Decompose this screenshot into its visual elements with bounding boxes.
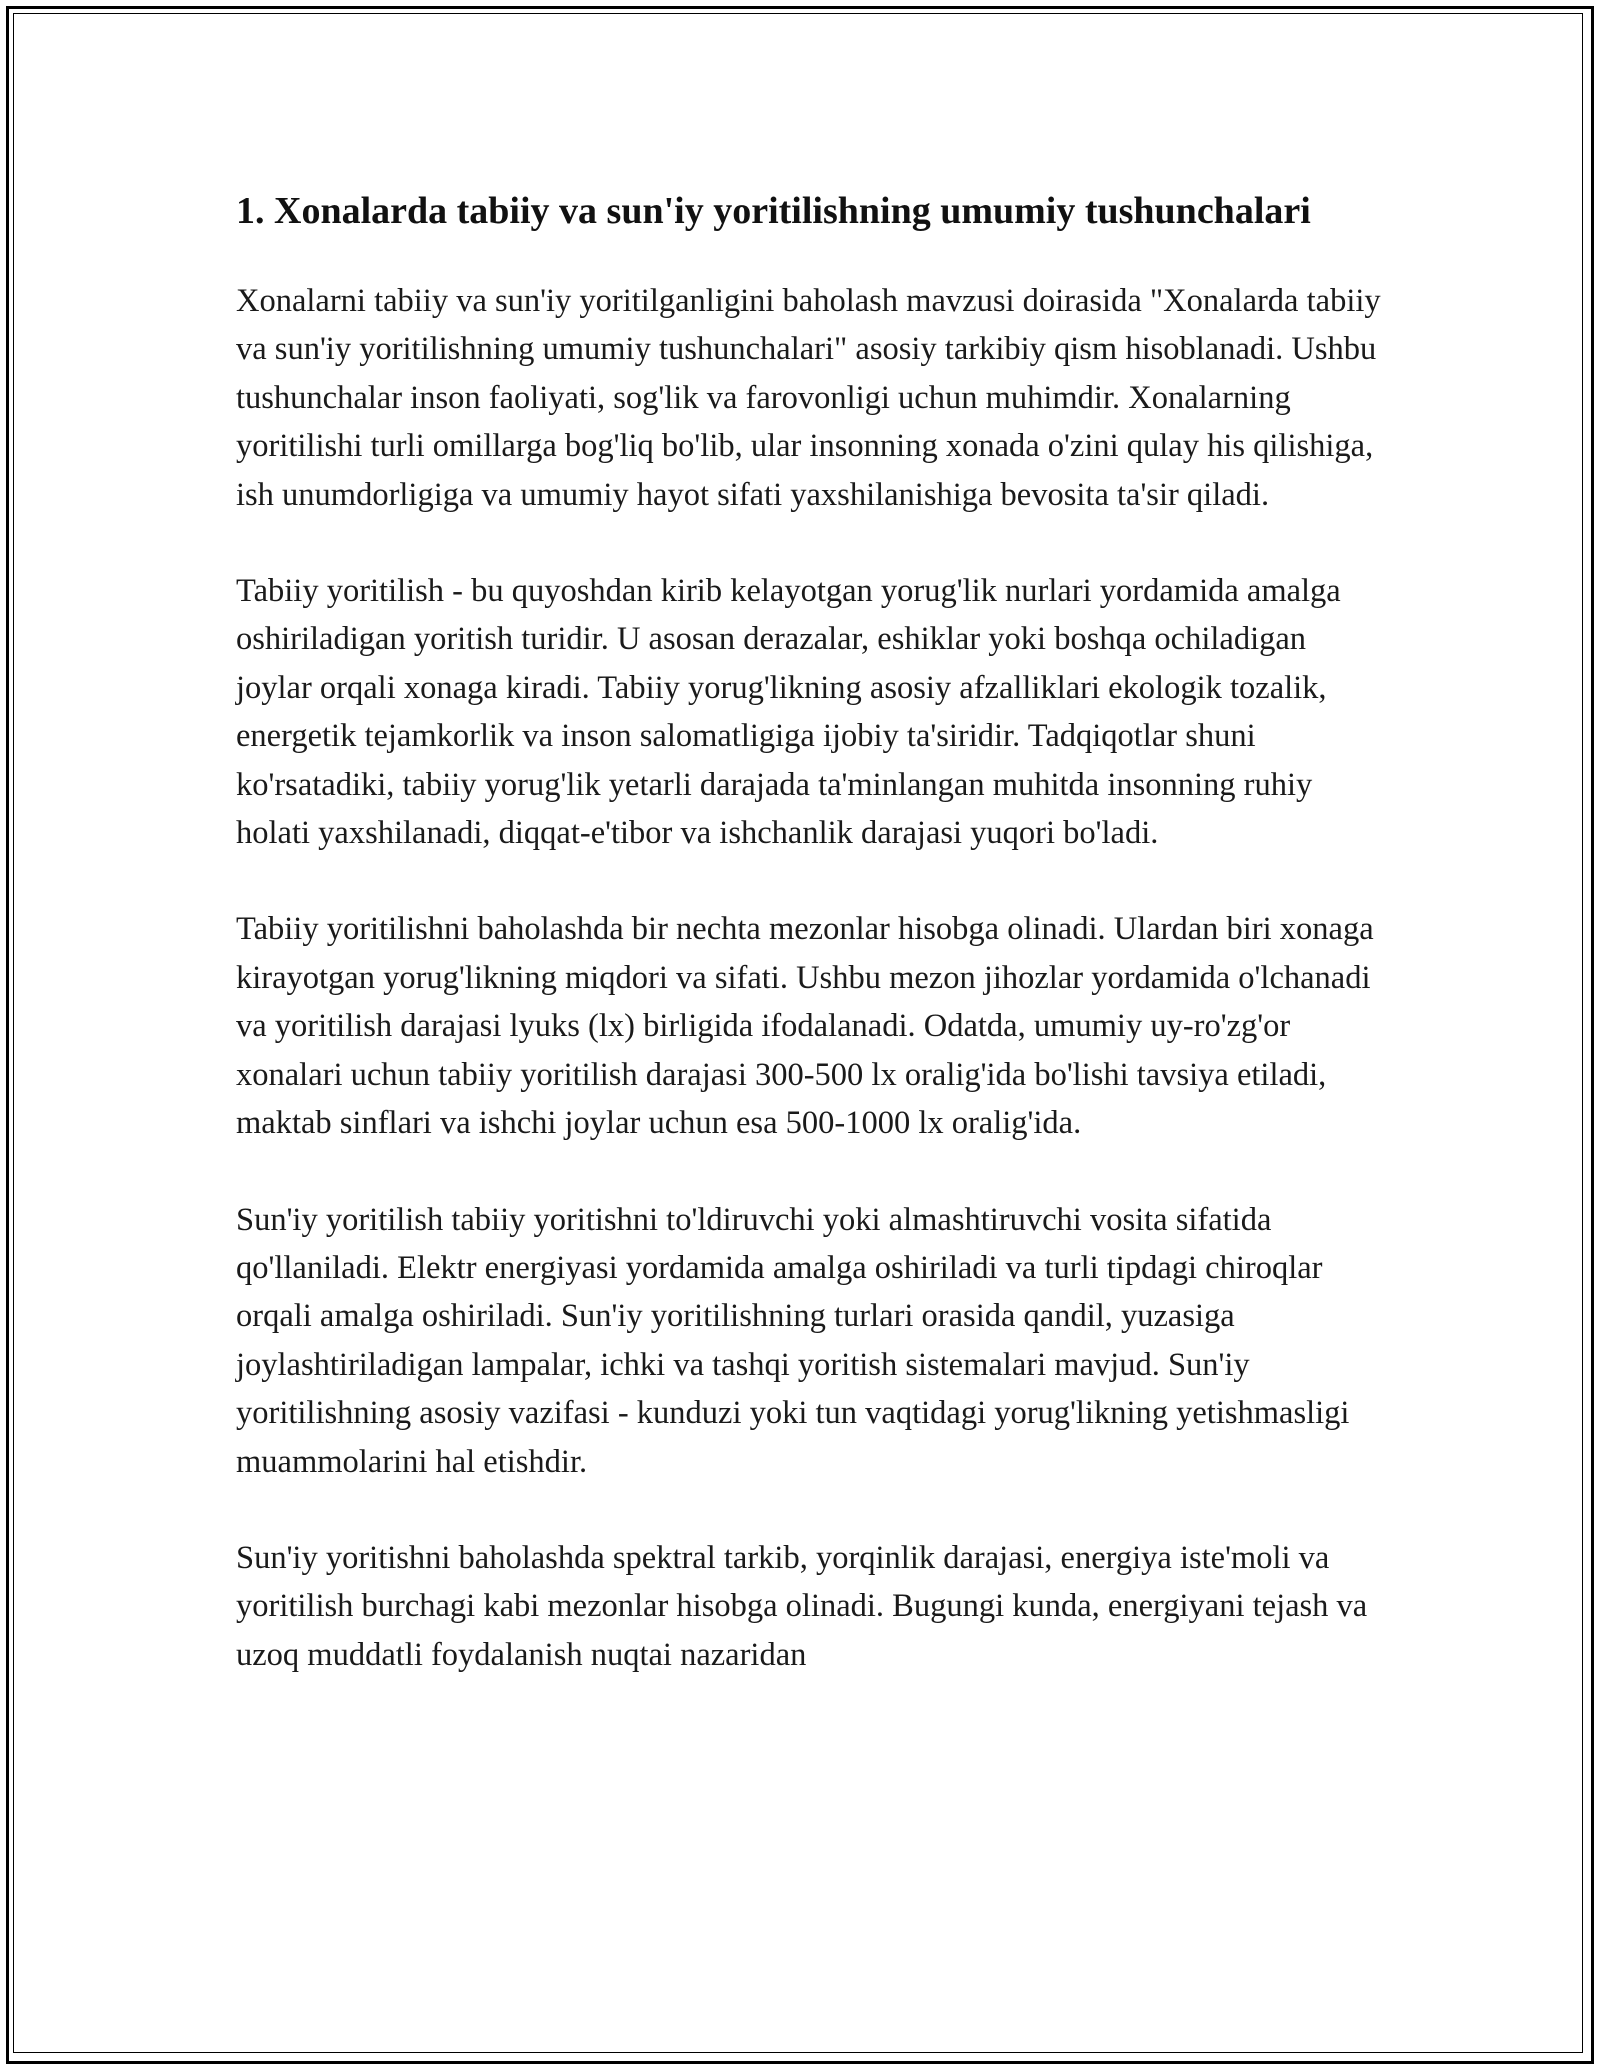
section-heading: 1. Xonalarda tabiiy va sun'iy yoritilishning umumiy tushunchalari — [236, 190, 1311, 232]
paragraph-artificial-lighting: Sun'iy yoritilish tabiiy yoritishni to'ldiruvchi yoki almashtiruvchi vosita sifatida qo'llaniladi. Elektr energiyasi yordamida amalga oshiriladi va turli tipdagi chiroqlar orqali amalga oshiriladi. Sun'iy yoritilishning turlari orasida qandil, yuzasiga joylashtiriladigan lampalar, ichki va tashqi yoritish sistemalari mavjud. Sun'iy yoritilishning asosiy vazifasi - kunduzi yoki tun vaqtidagi yorug'likning yetishmasligi muammolarini hal etishdir. — [236, 1201, 1350, 1480]
document-body — [236, 184, 1386, 1727]
paragraph-natural-lighting: Tabiiy yoritilish - bu quyoshdan kirib kelayotgan yorug'lik nurlari yordamida amalga oshiriladigan yoritish turidir. U asosan derazalar, eshiklar yoki boshqa ochiladigan joylar orqali xonaga kiradi. Tabiiy yorug'likning asosiy afzalliklari ekologik tozalik, energetik tejamkorlik va inson salomatligiga ijobiy ta'siridir. Tadqiqotlar shuni ko'rsatadiki, tabiiy yorug'lik yetarli darajada ta'minlangan muhitda insonning ruhiy holati yaxshilanadi, diqqat-e'tibor va ishchanlik darajasi yuqori bo'ladi. — [236, 573, 1341, 852]
paragraph-artificial-lighting-criteria: Sun'iy yoritishni baholashda spektral tarkib, yorqinlik darajasi, energiya iste'moli va yoritilish burchagi kabi mezonlar hisobga olinadi. Bugungi kunda, energiyani tejash va uzoq muddatli foydalanish nuqtai nazaridan — [236, 1539, 1368, 1673]
paragraph-introduction: Xonalarni tabiiy va sun'iy yoritilganligini baholash mavzusi doirasida "Xonalarda tabiiy va sun'iy yoritilishning umumiy tushunchalari" asosiy tarkibiy qism hisoblanadi. Ushbu tushunchalar inson faoliyati, sog'lik va farovonligi uchun muhimdir. Xonalarning yoritilishi turli omillarga bog'liq bo'lib, ular insonning xonada o'zini qulay his qilishiga, ish unumdorligiga va umumiy hayot sifati yaxshilanishiga bevosita ta'sir qiladi. — [236, 283, 1381, 513]
paragraph-natural-lighting-criteria: Tabiiy yoritilishni baholashda bir nechta mezonlar hisobga olinadi. Ulardan biri xonaga kirayotgan yorug'likning miqdori va sifati. Ushbu mezon jihozlar yordamida o'lchanadi va yoritilish darajasi lyuks (lx) birligida ifodalanadi. Odatda, umumiy uy-ro'zg'or xonalari uchun tabiiy yoritilish darajasi 300-500 lx oralig'ida bo'lishi tavsiya etiladi, maktab sinflari va ishchi joylar uchun esa 500-1000 lx oralig'ida. — [236, 911, 1374, 1142]
